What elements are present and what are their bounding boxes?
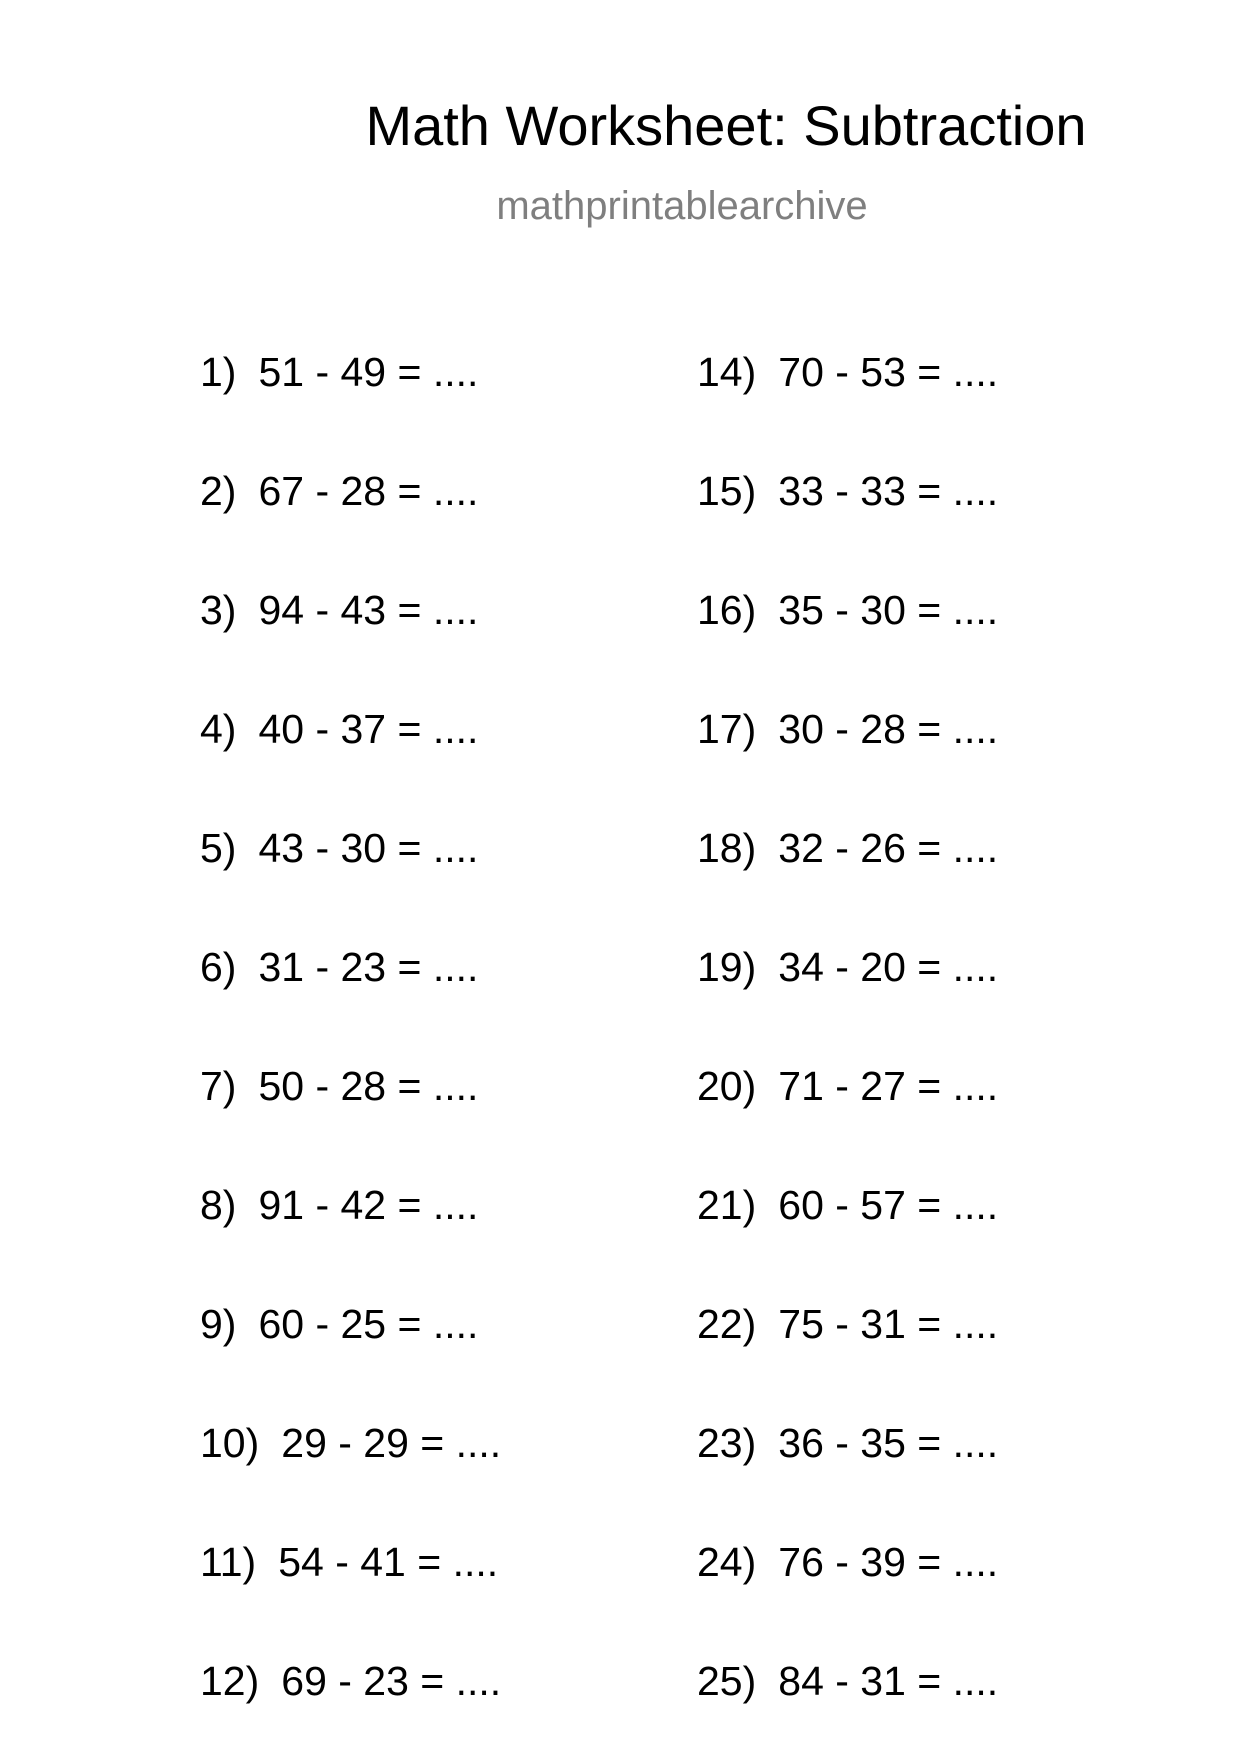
problem-number: 16): [697, 587, 757, 633]
problem-item: [697, 349, 999, 395]
problem-number: 11): [200, 1539, 257, 1585]
page-subtitle: mathprintablearchive: [496, 184, 868, 228]
problem-expression: 36 - 35 = ....: [778, 1420, 999, 1466]
problem-number: 4): [200, 706, 237, 752]
problem-expression: 60 - 57 = ....: [778, 1182, 999, 1228]
problem-number: 10): [200, 1420, 260, 1466]
problem-expression: 54 - 41 = ....: [278, 1539, 499, 1585]
problem-expression: 31 - 23 = ....: [258, 944, 479, 990]
problem-expression: 43 - 30 = ....: [258, 825, 479, 871]
page-title: Math Worksheet: Subtraction: [365, 94, 1087, 157]
problem-expression: 33 - 33 = ....: [778, 468, 999, 514]
problem-expression: 40 - 37 = ....: [258, 706, 479, 752]
problem-number: 1): [200, 349, 237, 395]
problem-item: [200, 944, 479, 990]
problem-expression: 30 - 28 = ....: [778, 706, 999, 752]
problem-number: 5): [200, 825, 237, 871]
problem-expression: 60 - 25 = ....: [258, 1301, 479, 1347]
problem-number: 24): [697, 1539, 757, 1585]
problem-item: [697, 706, 999, 752]
problem-item: [697, 1539, 999, 1585]
problem-item: [697, 825, 999, 871]
problem-expression: 69 - 23 = ....: [281, 1658, 502, 1704]
problem-expression: 50 - 28 = ....: [258, 1063, 479, 1109]
problem-number: 21): [697, 1182, 757, 1228]
problem-item: [200, 1420, 502, 1466]
problem-number: 20): [697, 1063, 757, 1109]
problem-expression: 71 - 27 = ....: [778, 1063, 999, 1109]
problem-number: 6): [200, 944, 237, 990]
problem-item: [697, 468, 999, 514]
problem-number: 3): [200, 587, 237, 633]
problem-number: 23): [697, 1420, 757, 1466]
problem-item: [697, 587, 999, 633]
problem-item: [200, 468, 479, 514]
problem-item: [200, 706, 479, 752]
problem-item: [697, 1063, 999, 1109]
problem-item: [697, 1182, 999, 1228]
problem-item: [697, 1301, 999, 1347]
problem-number: 22): [697, 1301, 757, 1347]
problem-item: [697, 944, 999, 990]
problem-number: 12): [200, 1658, 260, 1704]
problem-expression: 67 - 28 = ....: [258, 468, 479, 514]
problem-expression: 35 - 30 = ....: [778, 587, 999, 633]
problem-item: [200, 587, 479, 633]
problem-expression: 51 - 49 = ....: [258, 349, 479, 395]
problem-expression: 34 - 20 = ....: [778, 944, 999, 990]
problem-item: [200, 1063, 479, 1109]
problem-number: 17): [697, 706, 757, 752]
problem-expression: 84 - 31 = ....: [778, 1658, 999, 1704]
problem-expression: 70 - 53 = ....: [778, 349, 999, 395]
problem-number: 18): [697, 825, 757, 871]
problem-number: 19): [697, 944, 757, 990]
problem-item: [200, 349, 479, 395]
problem-number: 8): [200, 1182, 237, 1228]
problem-item: [200, 1539, 499, 1585]
problem-expression: 29 - 29 = ....: [281, 1420, 502, 1466]
problem-expression: 94 - 43 = ....: [258, 587, 479, 633]
problem-expression: 32 - 26 = ....: [778, 825, 999, 871]
problem-expression: 75 - 31 = ....: [778, 1301, 999, 1347]
problem-number: 9): [200, 1301, 237, 1347]
problem-item: [200, 1182, 479, 1228]
problem-number: 15): [697, 468, 757, 514]
problem-number: 2): [200, 468, 237, 514]
problem-expression: 76 - 39 = ....: [778, 1539, 999, 1585]
problem-expression: 91 - 42 = ....: [258, 1182, 479, 1228]
problem-number: 14): [697, 349, 757, 395]
problem-item: [697, 1658, 999, 1704]
problem-item: [200, 1301, 479, 1347]
problem-item: [200, 825, 479, 871]
problem-item: [697, 1420, 999, 1466]
problem-item: [200, 1658, 502, 1704]
problem-number: 25): [697, 1658, 757, 1704]
problem-number: 7): [200, 1063, 237, 1109]
